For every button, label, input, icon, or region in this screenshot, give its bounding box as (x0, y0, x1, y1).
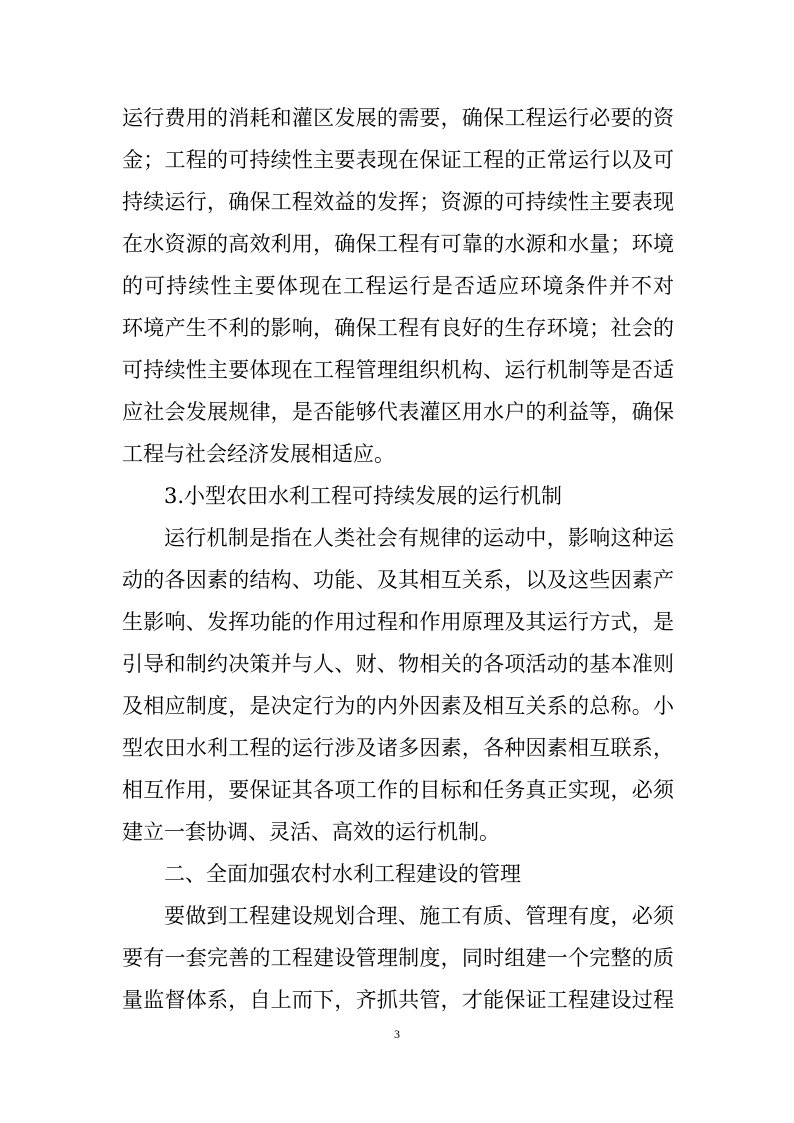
paragraph-line: 的可持续性主要体现在工程运行是否适应环境条件并不对 (122, 274, 674, 298)
paragraph-line: 在水资源的高效利用，确保工程有可靠的水源和水量；环境 (122, 232, 674, 256)
section-heading: 二、全面加强农村水利工程建设的管理 (164, 862, 521, 886)
paragraph-line: 运行费用的消耗和灌区发展的需要，确保工程运行必要的资 (122, 106, 674, 130)
paragraph-line: 金；工程的可持续性主要表现在保证工程的正常运行以及可 (122, 148, 674, 172)
paragraph-line: 应社会发展规律，是否能够代表灌区用水户的利益等，确保 (122, 400, 674, 424)
paragraph-line: 引导和制约决策并与人、财、物相关的各项活动的基本准则 (122, 652, 674, 676)
paragraph-line: 生影响、发挥功能的作用过程和作用原理及其运行方式，是 (122, 610, 674, 634)
paragraph-line: 环境产生不利的影响，确保工程有良好的生存环境；社会的 (122, 316, 674, 340)
section-heading: 3.小型农田水利工程可持续发展的运行机制 (164, 484, 563, 508)
paragraph-line: 建立一套协调、灵活、高效的运行机制。 (122, 820, 500, 844)
paragraph-line: 量监督体系，自上而下，齐抓共管，才能保证工程建设过程 (122, 988, 674, 1012)
paragraph-line: 工程与社会经济发展相适应。 (122, 442, 395, 466)
paragraph-line: 动的各因素的结构、功能、及其相互关系，以及这些因素产 (122, 568, 674, 592)
paragraph-line: 持续运行，确保工程效益的发挥；资源的可持续性主要表现 (122, 190, 674, 214)
page-number: 3 (394, 1027, 400, 1041)
paragraph-line: 型农田水利工程的运行涉及诸多因素，各种因素相互联系， (122, 736, 674, 760)
paragraph-line: 可持续性主要体现在工程管理组织机构、运行机制等是否适 (122, 358, 674, 382)
paragraph-line: 要有一套完善的工程建设管理制度，同时组建一个完整的质 (122, 946, 674, 970)
paragraph-line: 及相应制度，是决定行为的内外因素及相互关系的总称。小 (122, 694, 674, 718)
paragraph-line: 要做到工程建设规划合理、施工有质、管理有度，必须 (164, 904, 674, 928)
paragraph-line: 运行机制是指在人类社会有规律的运动中，影响这种运 (164, 526, 674, 550)
paragraph-line: 相互作用，要保证其各项工作的目标和任务真正实现，必须 (122, 778, 674, 802)
